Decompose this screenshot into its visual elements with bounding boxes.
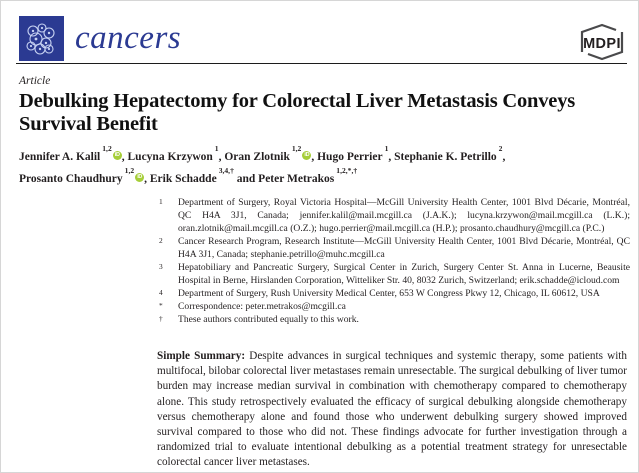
author-affiliation-sup: 1 — [384, 144, 389, 153]
author-name: Jennifer A. Kalil — [19, 150, 101, 163]
author — [394, 144, 506, 163]
affiliation-marker: 4 — [159, 288, 163, 297]
affiliation-item — [158, 287, 630, 300]
author-name: Oran Zlotnik — [224, 150, 290, 163]
author-affiliation-sup: 1,2,*,† — [336, 165, 358, 175]
author-affiliation-sup: 2 — [498, 144, 503, 153]
orcid-icon[interactable] — [302, 151, 311, 160]
author — [317, 144, 395, 163]
author-separator: , — [218, 150, 225, 163]
correspondence-text: Correspondence: peter.metrakos@mcgill.ca — [178, 301, 346, 312]
title-line-2: Survival Benefit — [19, 112, 158, 135]
author-line-2 — [19, 166, 635, 188]
mdpi-logo-text: MDPI — [583, 36, 621, 52]
author-affiliation-sup: 1,2 — [102, 144, 112, 153]
orcid-glyph: iD — [137, 173, 143, 180]
page-title — [19, 90, 633, 135]
affiliation-marker: 1 — [159, 197, 163, 206]
author-name: Prosanto Chaudhury — [19, 172, 123, 185]
author-name: Hugo Perrier — [317, 150, 383, 163]
summary-label: Simple Summary: — [157, 350, 246, 362]
mdpi-logo[interactable] — [570, 22, 634, 62]
header-divider — [16, 63, 627, 64]
author-separator: , — [502, 150, 506, 163]
orcid-icon[interactable] — [113, 151, 122, 160]
orcid-glyph: iD — [114, 151, 120, 158]
title-line-1: Debulking Hepatectomy for Colorectal Liver Metastasis Conveys — [19, 90, 576, 112]
journal-header — [19, 16, 181, 61]
author-separator: , — [144, 172, 150, 185]
author-separator: , — [388, 150, 395, 163]
author — [19, 144, 128, 163]
article-type-label: Article — [19, 75, 51, 87]
author-affiliation-sup: 1,2 — [124, 165, 135, 175]
author-separator: , — [311, 150, 318, 163]
equal-contribution-text: These authors contributed equally to this work. — [178, 314, 359, 325]
author-separator: , — [121, 150, 128, 163]
affiliation-text: Department of Surgery, Rush University Medical Center, 653 W Congress Pkwy 12, Chicago, IL 60612, USA — [178, 288, 600, 299]
correspondence-item — [158, 300, 630, 313]
affiliation-marker: 2 — [159, 236, 163, 245]
simple-summary — [157, 349, 627, 471]
author-affiliation-sup: 1 — [214, 144, 219, 153]
author-name: Stephanie K. Petrillo — [394, 150, 497, 163]
affiliation-item — [158, 235, 630, 261]
journal-name[interactable]: cancers — [75, 20, 182, 56]
orcid-icon[interactable] — [135, 173, 144, 182]
author-name: Erik Schadde — [149, 172, 217, 185]
affiliation-item — [158, 261, 630, 287]
equal-contribution-item — [158, 313, 630, 326]
affiliation-marker: 3 — [159, 262, 163, 271]
orcid-glyph: iD — [304, 151, 310, 158]
author-conjunction: and — [236, 172, 259, 185]
author — [236, 165, 358, 185]
summary-text: Despite advances in surgical techniques and systemic therapy, some patients with multifocal, bilobar colorectal liver metastases remain unresectable. The surgical debulking of liver tumor burden may increase median survival in combination with chemotherapy compared to chemotherapy alone. This study retrospectively evaluated the efficacy of surgical debulking alongside chemotherapy versus chemotherapy alone and found those who underwent debulking surgery showed improved survival compared to those who did not. These findings advocate for further investigation through a randomized trial to evaluate intentional debulking as a potential treatment strategy for unresectable colorectal cancer liver metastases. — [157, 350, 628, 469]
author-list — [19, 144, 635, 188]
affiliations — [158, 196, 630, 326]
correspondence-marker: * — [159, 301, 163, 310]
author — [19, 165, 150, 185]
affiliation-item — [158, 196, 630, 235]
author-name: Peter Metrakos — [258, 172, 335, 185]
author-line-1 — [19, 144, 635, 166]
affiliation-text: Department of Surgery, Royal Victoria Hospital—McGill University Health Center, 1001 Blvd Décarie, Montréal, QC H4A 3J1, Canada; jennifer.kalil@mail.mcgill.ca (J.A.K.); lucyna.krzywon@mail.mcgill.ca (L.K.); oran.zlotnik@mail.mcgill.ca (O.Z.); hugo.perrier@mail.mcgill.ca (H.P.); prosanto.chaudhury@mcgill.ca (P.C.) — [178, 197, 630, 234]
author — [224, 144, 318, 163]
affiliation-text: Hepatobiliary and Pancreatic Surgery, Surgical Center in Zurich, Surgery Center St. Anna in Lucerne, Beausite Hospital in Berne, Hirslanden Corporation, Witteliker Str. 40, 8032 Zurich, Switzerland; erik.schadde@icloud.com — [178, 262, 630, 286]
affiliation-text: Cancer Research Program, Research Institute—McGill University Health Center, 1001 Blvd Décarie, Montréal, QC H4A 3J1, Canada; stephanie.petrillo@muhc.mcgill.ca — [178, 236, 630, 260]
author — [149, 165, 237, 185]
author-affiliation-sup: 3,4,† — [218, 165, 234, 175]
author-affiliation-sup: 1,2 — [291, 144, 302, 153]
equal-contribution-marker: † — [159, 314, 163, 323]
author-name: Lucyna Krzywon — [127, 150, 213, 163]
cancers-journal-logo-icon[interactable] — [19, 16, 64, 61]
author — [127, 144, 225, 163]
